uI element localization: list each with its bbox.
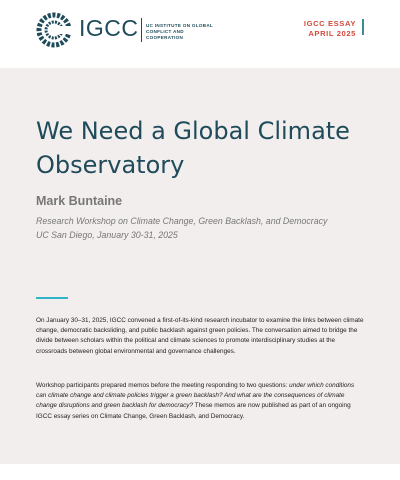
essay-series: IGCC ESSAY [303,19,356,28]
brand-wordmark: IGCC [79,15,139,41]
questions-tail: These memos are now published as part of an ongoing IGCC essay series on Climate Change, Green Backlash, and Democracy. [36,402,351,420]
essay-date: APRIL 2025 [308,29,356,38]
author-name: Mark Buntaine [36,194,123,208]
questions-paragraph [36,381,364,422]
intro-paragraph: On January 30–31, 2025, IGCC convened a first-of-its-kind research incubator to examine the links between climate change, democratic backsliding, and public backlash against green policies. The conversation aimed to bridge the divide between scholars within the political and climate sciences to promote interdisciplinary studies at the crossroads between global environmental and governance challenges. [36,317,364,355]
event-details [36,214,327,242]
page-footer-space [0,464,400,480]
event-location-date: UC San Diego, January 30-31, 2025 [36,230,178,240]
page-header [0,0,400,68]
essay-accent-bar [362,19,364,35]
page-title: We Need a Global Climate Observatory [36,117,350,179]
event-title: Research Workshop on Climate Change, Green Backlash, and Democracy [36,216,328,226]
brand-divider [141,18,142,42]
questions-text: under which conditions can climate change and climate policies trigger a green backlash? And what are the consequences of climate change disruptions and green backlash for democracy? [36,382,355,410]
brand-subtitle: UC INSTITUTE ON GLOBAL CONFLICT AND COOPERATION [146,23,213,40]
essay-label [304,19,356,39]
accent-rule [36,297,68,299]
igcc-ring-logo-icon [36,12,72,48]
questions-lead: Workshop participants prepared memos before the meeting responding to two questions: [36,382,290,389]
